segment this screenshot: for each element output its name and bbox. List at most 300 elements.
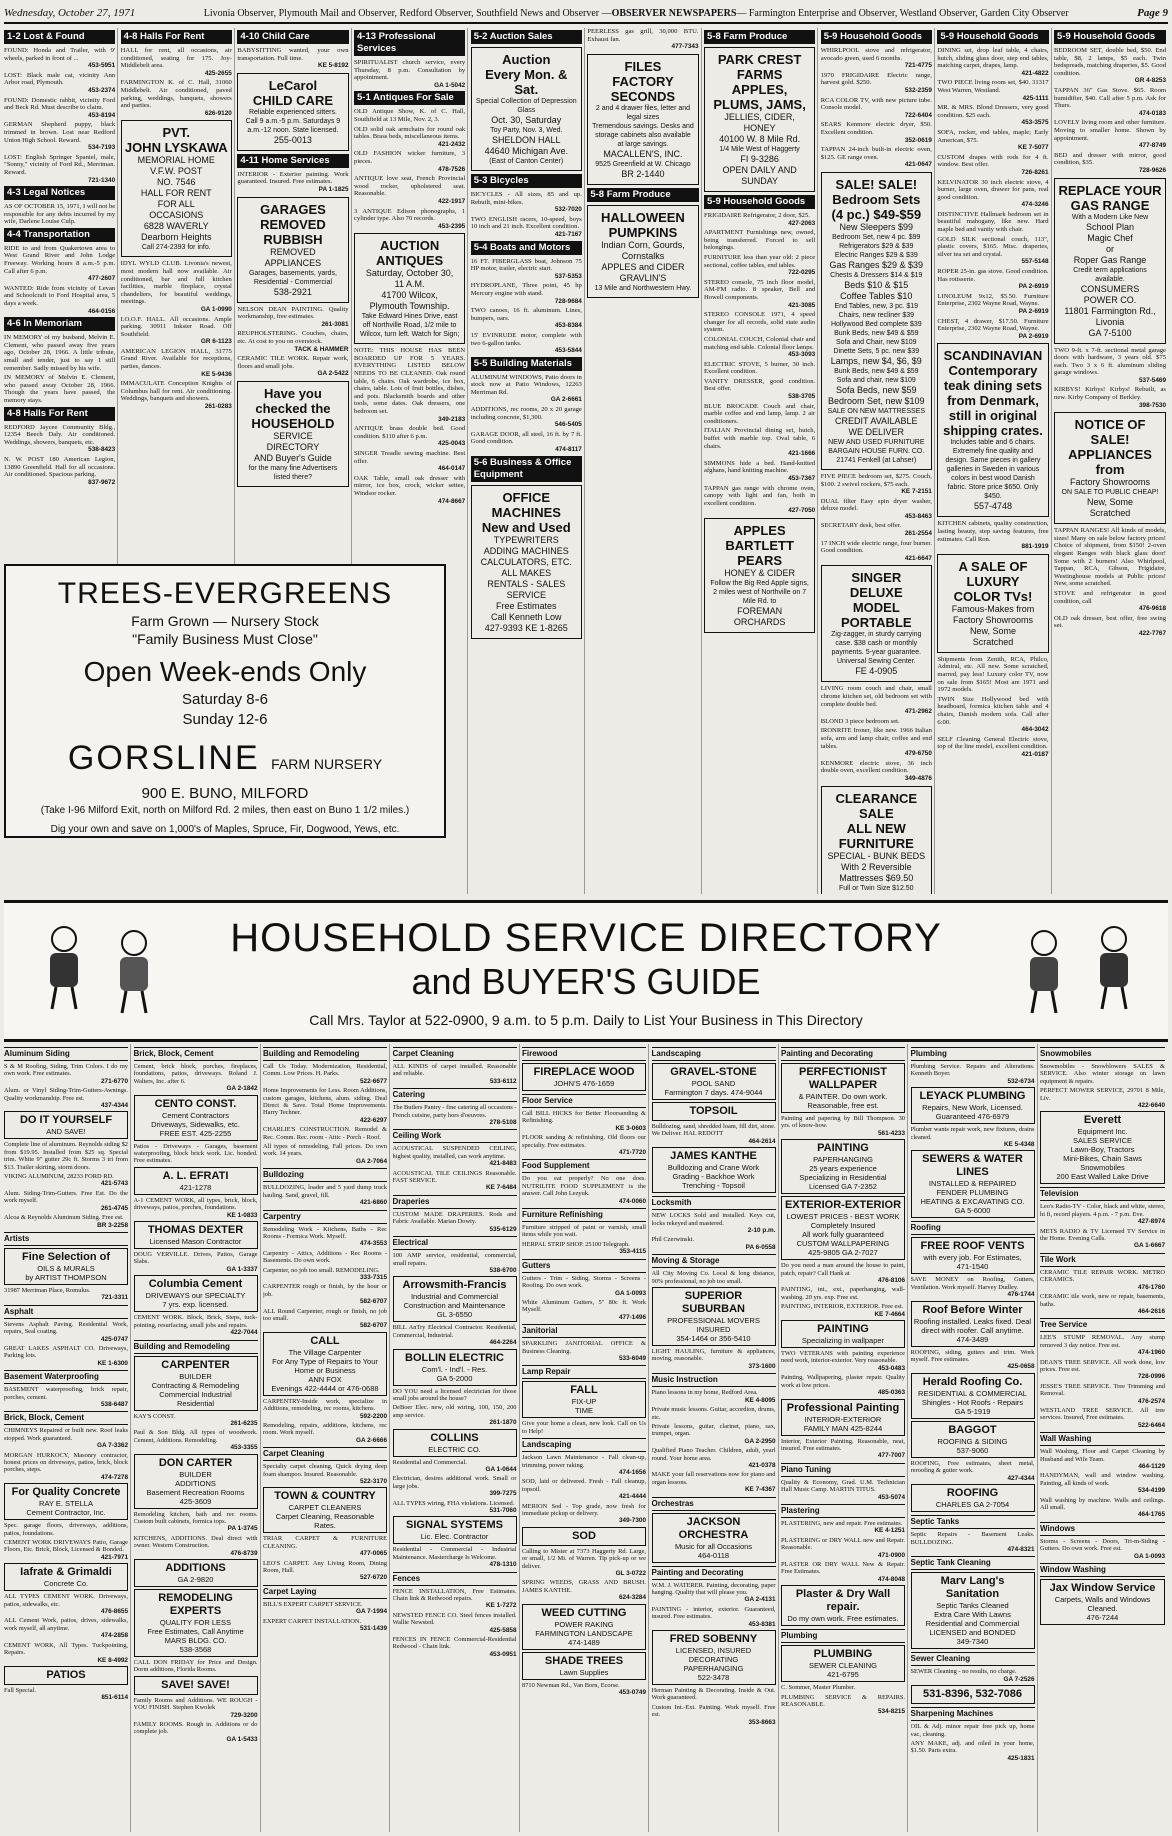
section-heading: 5-1 Antiques For Sale	[354, 91, 465, 105]
directory-ad-line: Cement Contractor, Inc.	[26, 1508, 106, 1518]
directory-ad	[911, 1723, 1035, 1738]
ad-text: LINOLEUM 9x12, $5.50. Furniture Enterprise, 2302 Wayne Road, Wayne.	[937, 292, 1049, 308]
ad-text: WANTED: Ride from vicinity of Levan and Schoolcraft to Ford Hospital area, 5 days a week.	[4, 284, 116, 308]
directory-ad-line: ANN FOX	[308, 1374, 342, 1384]
classified-ad	[821, 760, 932, 783]
ad-phone: 477-0065	[359, 1550, 387, 1558]
ad-text: LIGHT HAULING, furniture & appliances, moving, reasonable.	[651, 1348, 776, 1363]
directory-column	[134, 1044, 261, 1832]
ad-text: PLASTERING or DRY WALL new and Repair. Reasonable.	[781, 1536, 905, 1552]
directory-ad	[263, 1126, 387, 1141]
directory-heading: Draperies	[393, 1195, 517, 1209]
ad-phone: 729-3200	[230, 1711, 258, 1719]
directory-ad-line: Specializing in wallpaper	[801, 1336, 885, 1346]
directory-ad	[781, 1374, 905, 1396]
directory-ad	[4, 1345, 128, 1367]
page-number: Page 9	[1137, 7, 1168, 19]
ad-phone: GR 6-1123	[200, 338, 232, 346]
classified-ad	[1054, 527, 1166, 588]
ad-text: PERFECT MOWER SERVICE, 29701 8 Mile, Liv.	[1040, 1087, 1165, 1102]
directory-display-ad	[263, 1487, 387, 1533]
ad-phone: 421-8483	[489, 1160, 517, 1168]
directory-ad	[652, 1582, 776, 1604]
directory-display-ad	[134, 1559, 258, 1587]
ad-text: 1970 FRIGIDAIRE Electric range, harvest gold. $250.	[820, 71, 932, 87]
classified-ad	[354, 425, 465, 448]
ad-text: Interior, Exterior Painting. Reasonable, neat, insured. Free estimates.	[781, 1437, 905, 1452]
directory-heading: Furniture Refinishing	[522, 1208, 646, 1222]
section-heading: 5-9 Household Goods	[937, 30, 1048, 44]
ad-text: KELVINATOR 30 inch electric stove, 4 burner, large oven, drawer for pans, real good condition.	[937, 178, 1049, 201]
directory-ad-line: LICENSED and BONDED	[929, 1628, 1016, 1638]
ad-phone: PA 1-1825	[318, 185, 349, 193]
cartoon-figure-icon	[34, 923, 94, 1013]
display-ad-line: Lamps, new $4, $6, $9	[830, 355, 922, 366]
trees-saturday: Saturday 8-6	[182, 691, 268, 708]
directory-ad-line: Trenching - Topsoil	[682, 1181, 745, 1191]
trees-line1: Farm Grown — Nursery Stock	[131, 613, 319, 629]
trees-nursery-name: GORSLINE FARM NURSERY	[67, 739, 383, 777]
directory-display-ad	[781, 1063, 905, 1113]
directory-ad	[263, 1250, 387, 1265]
section-heading: 5-9 Household Goods	[1054, 30, 1166, 44]
directory-ad	[134, 1143, 258, 1165]
ad-text: REUPHOLSTERING. Couches, chairs, etc. At cost to you on overstock.	[237, 330, 349, 345]
classified-column	[937, 28, 1051, 894]
display-ad-line: Follow the Big Red Apple signs, 2 miles west of Northville on 7 Mile Rd. to	[710, 579, 809, 605]
directory-ad-line: FIREPLACE WOOD	[533, 1066, 635, 1078]
ad-phone: 422-7767	[1138, 629, 1166, 637]
ad-text: Custom Int.-Ext. Painting. Work myself. Free est.	[651, 1703, 776, 1719]
classified-ad	[704, 311, 815, 334]
ad-phone: 721-1340	[88, 176, 116, 184]
classified-ad	[4, 456, 115, 486]
ad-text: Septic Repairs - Basement Leaks. BULLDOZING.	[910, 1531, 1035, 1546]
ad-text: ALUMINUM WINDOWS, Patio doors in stock now at Patio Windows, 12263 Merriman Rd.	[470, 373, 582, 396]
directory-ad-line: Fine Selection of	[21, 1250, 110, 1263]
directory-display-ad	[911, 1237, 1035, 1274]
directory-ad	[393, 1636, 517, 1658]
directory-ad	[522, 1134, 646, 1156]
directory-heading: Electrical	[393, 1236, 517, 1250]
directory-display-ad	[522, 1652, 646, 1680]
ad-text: Spec. garage floors, driveways, additions, patios, foundations.	[4, 1522, 128, 1537]
display-ad-line: Famous-Makes from	[951, 603, 1035, 614]
directory-ad-line: 474-3489	[956, 1334, 989, 1344]
classified-ad	[354, 126, 465, 149]
ad-text: IN MEMORY of Melvin E. Clement, who passed away October 28, 1966. Though the years have passed, the memory stays.	[4, 374, 116, 404]
classified-ad	[704, 254, 815, 277]
ad-text: SPRING WEEDS, GRASS AND BRUSH. JAMES KANTHE.	[522, 1579, 646, 1594]
directory-display-ad	[781, 1585, 905, 1626]
display-ad-line: NO. 7546	[156, 177, 196, 188]
ad-phone: 721-4775	[904, 62, 932, 70]
directory-ad-line: FREE ROOF VENTS	[920, 1240, 1025, 1253]
directory-ad-line: Shingles - Hot Roofs - Repairs	[921, 1397, 1024, 1407]
classified-ad	[4, 374, 115, 404]
display-ad-line: New and Used	[481, 519, 571, 535]
ad-text: FAMILY ROOMS. Rough in. Additions or do complete job.	[133, 1721, 258, 1736]
directory-ad	[263, 1267, 387, 1282]
display-ad-line: Call 274-2393 for info.	[141, 244, 211, 252]
display-ad-line: 44640 Michigan Ave.	[484, 146, 568, 156]
ad-phone: 2-10 p.m.	[747, 1227, 776, 1235]
directory-ad	[4, 1287, 128, 1302]
ad-text: SPARKLING JANITORIAL OFFICE & Business Cleaning.	[522, 1340, 646, 1355]
directory-ad	[393, 1500, 517, 1515]
classified-ad	[704, 427, 815, 457]
ad-phone: KE 7-5077	[1017, 144, 1049, 152]
directory-ad	[263, 1143, 387, 1165]
display-ad-line: NEW AND USED FURNITURE	[828, 438, 925, 446]
ad-phone: GA 2-6661	[550, 396, 582, 404]
ad-phone: 592-2200	[359, 1412, 387, 1420]
ad-phone: 534-7193	[88, 144, 116, 152]
display-ad-line: CONSUMERS	[1080, 283, 1140, 294]
directory-ad-line: GL 3-6550	[436, 1310, 473, 1320]
directory-ad	[1040, 1203, 1165, 1225]
ad-text: BED and dresser with mirror, good condition, $35.	[1054, 151, 1166, 167]
directory-display-ad	[781, 1399, 905, 1436]
directory-ad	[4, 1386, 128, 1408]
ad-text: NEWSTED FENCE CO. Steel fences installed. Wallie Newsted.	[392, 1611, 517, 1627]
directory-column	[1040, 1044, 1167, 1832]
ad-phone: 453-2395	[438, 222, 466, 230]
directory-ad-line: FIX-UP	[571, 1397, 597, 1407]
ad-text: CHARLIE'S CONSTRUCTION. Remodel & Rec. Comm. Rec. room - Attic - Porch - Roof.	[263, 1126, 387, 1141]
directory-ad	[781, 1438, 905, 1460]
directory-ad-line: BUILDER	[179, 1371, 212, 1381]
ad-text: KAY'S CONST.	[133, 1412, 176, 1420]
classified-ad	[937, 211, 1048, 234]
ad-phone: 464-2614	[748, 1137, 776, 1145]
directory-ad	[134, 1535, 258, 1557]
directory-ad-line: RAY E. STELLA	[39, 1499, 93, 1509]
ad-text: CALL DON FRIDAY for Price and Design. Dorm additions, Florida Rooms.	[133, 1658, 258, 1674]
directory-ad	[652, 1423, 776, 1445]
ad-phone: 474-2858	[100, 1632, 128, 1640]
directory-heading: Sewer Cleaning	[911, 1652, 1035, 1666]
directory-heading: Plastering	[781, 1504, 905, 1518]
ad-text: Do you eat properly? No one does. NUTRILITE FOOD SUPPLEMENT is the answer. Call John Lezyuk.	[522, 1175, 646, 1198]
directory-display-ad	[263, 1332, 387, 1396]
display-ad-line: Scratched	[1089, 508, 1131, 519]
ad-phone: 453-8384	[554, 322, 582, 330]
ad-text: ROPER 25-in. gas stove. Good condition. Has rotisserie.	[937, 268, 1049, 283]
classified-ad	[4, 154, 115, 184]
directory-ad	[652, 1406, 776, 1421]
directory-ad	[522, 1579, 646, 1601]
directory-display-ad	[134, 1167, 258, 1195]
ad-phone: 453-8381	[748, 1620, 776, 1628]
display-ad-line: Reliable experienced sitters.	[248, 108, 337, 116]
directory-display-ad	[652, 1513, 776, 1563]
ad-phone: GA 2-6666	[355, 1436, 387, 1444]
ad-phone: KE 7-6484	[485, 1184, 517, 1192]
ad-text: Carpentry - Attics, Additions - Rec Rooms - Basements. Do own work.	[263, 1249, 387, 1265]
ad-phone: 626-9120	[204, 109, 232, 117]
display-ad-line: 538-2921	[273, 286, 312, 297]
display-ad-line: Includes table and 6 chairs. Extremely fine quality and design. Same pieces in gallery galleries in Sweden in various colors in best wood Danish fabric. Store price $650. Only $450.	[945, 439, 1041, 501]
ad-phone: 474-1656	[618, 1468, 646, 1476]
ad-text: ADDITIONS, rec rooms, 20 x 20 garage including concrete, $1,300.	[470, 406, 582, 421]
masthead-papers: Livonia Observer, Plymouth Mail and Observer, Redford Observer, Southfield News and Observer —OBSERVER NEWSPAPERS— Farmington Enterprise and Observer, Westland Observer, Garden City Observer	[203, 7, 1069, 19]
directory-display-ad	[781, 1139, 905, 1194]
display-ad-box	[121, 120, 232, 257]
classified-ad	[1054, 87, 1166, 117]
ad-text: COLONIAL COUCH, Colonial chair and matching end table. Colonial floor lamps.	[704, 335, 816, 351]
ad-text: N. W. POST 180 American Legion, 13890 Greenfield. Hall for all occasions. Air conditioned. Spacious parking.	[4, 455, 116, 479]
trees-title: TREES-EVERGREENS	[57, 577, 393, 610]
display-ad-line: FILES	[624, 58, 662, 74]
directory-ad-line: Basement Recreation Rooms	[146, 1487, 245, 1497]
classified-column	[704, 28, 818, 894]
display-ad-line: Gas Ranges $29 & $39	[829, 259, 924, 270]
ad-text: TWO canoes, 16 ft. aluminum. Lines, bumpers, oars.	[470, 307, 582, 322]
ad-text: Storms - Screens - Doors, Tri-m-Siding - Gutters. Do own work. Free est.	[1040, 1537, 1165, 1553]
classified-ad	[4, 72, 115, 95]
directory-ad-line: FREE EST. 425-2255	[159, 1128, 232, 1138]
ad-phone: 425-0747	[100, 1335, 128, 1343]
directory-heading: Lamp Repair	[522, 1365, 646, 1379]
display-ad-line: AUCTION	[379, 238, 440, 254]
classified-ad	[821, 47, 932, 70]
ad-text: FENCE INSTALLATION, Free Estimates. Chain link & Redwood repairs.	[392, 1587, 517, 1603]
ad-phone: 722-6404	[904, 111, 932, 119]
ad-phone: GL 3-0722	[615, 1570, 646, 1578]
directory-ad	[134, 1659, 258, 1674]
ad-text: DO YOU need a licensed electrician for those small jobs around the house?	[392, 1387, 517, 1402]
directory-heading: Aluminum Siding	[4, 1047, 128, 1061]
section-heading: 4-8 Halls For Rent	[121, 30, 232, 44]
ad-phone: GA 7-1994	[355, 1608, 387, 1616]
directory-ad-line: GA 5-2000	[436, 1373, 473, 1383]
directory-ad-line: 471-1540	[956, 1262, 989, 1272]
directory-heading: Piano Tuning	[781, 1463, 905, 1477]
display-ad-line: Indian Corn, Gourds,	[601, 239, 685, 250]
directory-ad	[134, 1413, 258, 1428]
ad-text: Patios - Driveways - Garages, basement waterproofing, block brick work. Lic. bonded. Free estimates.	[133, 1142, 258, 1165]
ad-text: W.M. J. WATERER. Painting, decorating, paper hanging. Quality that will please you.	[651, 1581, 776, 1596]
display-ad-line: SALE ON NEW MATTRESSES	[827, 407, 926, 415]
directory-ad-line: by ARTIST THOMPSON	[25, 1272, 107, 1282]
display-ad-line: Call Kenneth Low	[491, 611, 562, 622]
directory-display-ad	[134, 1356, 258, 1411]
directory-column	[4, 1044, 131, 1832]
directory-ad-line: PAINTING	[817, 1323, 869, 1336]
display-ad-line: REMOVED	[270, 246, 316, 257]
directory-ad-line: POOL SAND	[691, 1079, 736, 1088]
display-ad-line: OFFICE MACHINES	[491, 489, 561, 520]
ad-text: DISTINCTIVE Hallmark bedroom set in beautiful mahogany, like new. Hard maple bed and vanity with chair.	[937, 210, 1049, 234]
display-ad-line	[825, 893, 928, 894]
directory-ad	[911, 1126, 1035, 1148]
directory-ad	[652, 1687, 776, 1702]
directory-heading: Building and Remodeling	[263, 1047, 387, 1061]
classified-ad	[821, 685, 932, 715]
display-ad-line: V.F.W. POST	[150, 166, 203, 177]
classified-ad	[354, 108, 465, 123]
directory-heading: Carpentry	[263, 1210, 387, 1224]
ad-phone: 353-4115	[619, 1248, 646, 1256]
ad-phone: GA 1-5042	[434, 81, 466, 89]
ad-phone: GA 7-3362	[96, 1442, 128, 1450]
ad-text: MERION Sod - Top grade, now fresh for immediate pickup or delivery.	[522, 1502, 646, 1517]
ad-text: LIVING room couch and chair, small chrome kitchen set, old bedroom set with complete double bed.	[820, 685, 932, 708]
ad-phone: 522-6464	[1137, 1421, 1165, 1429]
classified-ad	[821, 540, 932, 563]
directory-heading: Septic Tank Cleaning	[911, 1556, 1035, 1570]
directory-heading: Brick, Block, Cement	[4, 1411, 128, 1425]
ad-text: BILL'S EXPERT CARPET SERVICE.	[263, 1600, 363, 1608]
directory-ad	[781, 1694, 905, 1716]
directory-ad-line: LOWEST PRICES - BEST WORK	[786, 1212, 900, 1222]
directory-ad	[134, 1429, 258, 1451]
directory-ad	[1040, 1497, 1165, 1519]
ad-text: SPIRITUALIST church service, every Thursday, 8 p.m. Consultation by appointment.	[354, 59, 466, 82]
directory-heading: Windows	[1040, 1522, 1165, 1536]
directory-heading: Fences	[393, 1572, 517, 1586]
ad-text: ALL Round Carpenter, rough or finish, no job too small.	[263, 1307, 387, 1322]
directory-ad-line: Contracting & Remodeling	[151, 1380, 240, 1390]
banner-title: HOUSEHOLD SERVICE DIRECTORY	[230, 916, 942, 960]
ad-text: CEMENT WORK, All Types. Tuckpointing, Repairs.	[4, 1641, 128, 1657]
directory-ad	[4, 1452, 128, 1482]
directory-ad-line: Construction and Maintenance	[403, 1301, 506, 1311]
classified-ad	[821, 498, 932, 521]
ad-phone: 537-5353	[554, 272, 582, 280]
ad-text: CHIMNEYS Repaired or built new. Roof leaks stopped. Work guaranteed.	[4, 1427, 128, 1442]
ad-phone: KE 5-9436	[201, 370, 232, 378]
ad-phone: 476-8106	[877, 1277, 905, 1285]
directory-heading: Janitorial	[522, 1324, 646, 1338]
directory-ad-line: JACKSON ORCHESTRA	[678, 1515, 749, 1541]
directory-ad-line: The Village Carpenter	[288, 1347, 362, 1357]
ad-phone: 421-7167	[554, 230, 582, 238]
ad-text: GOLD SILK sectional couch, 113", plastic covers, $165. Misc. draperies, silver tea set and crystal.	[937, 235, 1049, 258]
classified-ad	[937, 696, 1048, 734]
display-ad-line: ADDING MACHINES	[483, 545, 569, 556]
display-ad-line: SERVICE	[273, 430, 313, 441]
ad-phone: 453-0951	[489, 1650, 517, 1658]
ad-phone: 453-7367	[788, 475, 816, 482]
ad-phone: 422-6297	[359, 1116, 387, 1124]
directory-ad-line: JAMES KANTHE	[670, 1150, 757, 1163]
directory-display-ad	[522, 1381, 646, 1418]
classified-ad	[1054, 152, 1166, 175]
display-ad-line: MEMORIAL HOME	[137, 155, 215, 166]
ad-phone: KE 3-0603	[615, 1124, 646, 1132]
section-heading: 5-9 Household Goods	[704, 195, 815, 209]
ad-phone: KE 1-0833	[226, 1211, 258, 1219]
classified-ad	[354, 347, 465, 423]
ad-phone: 533-6112	[489, 1077, 517, 1085]
ad-text: MAKE your fall reservations now for piano and organ lessons.	[651, 1471, 776, 1486]
directory-ad-line: Herald Roofing Co.	[922, 1375, 1023, 1388]
directory-ad-line: Music for all Occasions	[674, 1541, 753, 1551]
ad-text: HALL for rent, all occasions, air conditioned, seating for 175. Joy-Middlebelt area.	[120, 47, 232, 70]
ad-text: Gutters - Trim - Siding, Storms - Screens - Roofing. Do own work.	[522, 1274, 646, 1290]
display-ad-line: OCCASIONS	[149, 210, 204, 221]
ad-phone: KE 5-4348	[1003, 1141, 1035, 1149]
ad-text: S & M Roofing, Siding, Trim Colors. I do my own work. Free estimates.	[4, 1063, 128, 1078]
directory-display-ad	[522, 1604, 646, 1650]
directory-ad	[652, 1348, 776, 1370]
ad-phone: 421-5743	[100, 1180, 128, 1188]
classified-ad	[237, 47, 348, 70]
directory-ad-line: DRIVEWAYS our SPECIALTY	[145, 1291, 246, 1301]
display-ad-line: GAS RANGE	[1070, 197, 1150, 213]
directory-ad	[263, 1063, 387, 1085]
ad-phone: 477-7343	[671, 43, 699, 51]
display-ad-line: Plymouth Township.	[369, 301, 450, 312]
ad-phone: 453-8463	[904, 512, 932, 520]
directory-ad-line: QUALITY FOR LESS	[159, 1617, 232, 1627]
display-ad-line: Cornstalks	[621, 250, 665, 261]
directory-ad-line: 476-7244	[1086, 1613, 1119, 1623]
ad-text: ANTIQUE love seat, French Provincial wood rocker, upholstered seat. Reasonable.	[354, 175, 466, 198]
directory-ad-line: Com'l. - Ind'l. - Res.	[421, 1364, 488, 1374]
directory-ad-line: REMODELING EXPERTS	[158, 1591, 233, 1617]
directory-heading: Locksmith	[652, 1196, 776, 1210]
ad-phone: 881-1919	[1021, 543, 1049, 551]
section-heading: 5-8 Farm Produce	[587, 188, 698, 202]
ad-text: FENCES IN FENCE Commercial-Residential Redwood - Chain link.	[392, 1636, 517, 1651]
ad-text: Phil Czerwinski.	[651, 1236, 695, 1244]
display-ad-line: APPLIANCES	[264, 257, 322, 268]
classified-ad	[704, 279, 815, 309]
ad-phone: 453-3355	[230, 1444, 258, 1452]
classified-ad	[4, 424, 115, 454]
directory-ad-line: 464-0118	[697, 1550, 730, 1560]
directory-ad-line: 474-1489	[568, 1637, 600, 1647]
ad-phone: 349-7300	[618, 1517, 646, 1525]
ad-text: Fall Special.	[4, 1686, 36, 1694]
ad-text: RIDE to and from Quakertown area to West Grand River and John Lodge Freeway. Working hours 8 a.m.-5 p.m. Call after 6 p.m.	[4, 244, 116, 275]
directory-ad	[4, 1087, 128, 1109]
ad-phone: KE 4-1251	[874, 1527, 905, 1535]
section-heading: 4-13 Professional Services	[354, 30, 465, 56]
ad-text: PEERLESS gas grill, 30,000 BTU. Exhaust fan.	[587, 28, 699, 43]
directory-heading: Ceiling Work	[393, 1129, 517, 1143]
display-ad-box	[471, 485, 582, 639]
classified-column	[121, 28, 235, 564]
directory-ad-line: Lawn Supplies	[559, 1667, 609, 1677]
directory-ad-line: GRAVEL-STONE	[670, 1066, 757, 1078]
classified-ad	[237, 171, 348, 194]
ad-text: BASEMENT waterproofing, brick repair, porches, cement.	[4, 1386, 128, 1401]
ad-phone: 582-6707	[359, 1298, 387, 1306]
ad-text: BLOND 3 piece bedroom set.	[820, 717, 900, 725]
directory-ad-line: Industrial and Commercial	[410, 1292, 499, 1302]
ad-phone: 453-3575	[1021, 119, 1049, 127]
ad-text: BLUE BROCADE Couch and chair, marble coffee and end lamp, lamp. 2 air conditioners.	[704, 402, 816, 425]
directory-heading: Tile Work	[1040, 1253, 1165, 1267]
classified-ad	[937, 104, 1048, 127]
directory-ad	[522, 1420, 646, 1435]
ad-text: SINGER Treadle sewing machine. Best offer.	[354, 450, 466, 465]
classified-ad	[937, 129, 1048, 152]
display-ad-line: BARTLETT PEARS	[725, 537, 794, 568]
ad-phone: 421-6647	[904, 554, 932, 562]
directory-ad	[393, 1588, 517, 1610]
ad-text: Alcoa & Reynolds Aluminum Siding. Free est.	[4, 1214, 124, 1222]
ad-phone: 474-7278	[100, 1473, 128, 1481]
directory-ad	[1040, 1383, 1165, 1405]
classified-ad	[937, 47, 1048, 77]
ad-text: Complete line of aluminum. Reynolds siding $2 from $19.95. Installed from $25 sq. Special trim. White 9" gutter 29c ft. Storms 3 tri from $13. Trailer skirting, storm doors.	[4, 1141, 128, 1171]
ad-phone: GA 7-2526	[1003, 1675, 1035, 1683]
